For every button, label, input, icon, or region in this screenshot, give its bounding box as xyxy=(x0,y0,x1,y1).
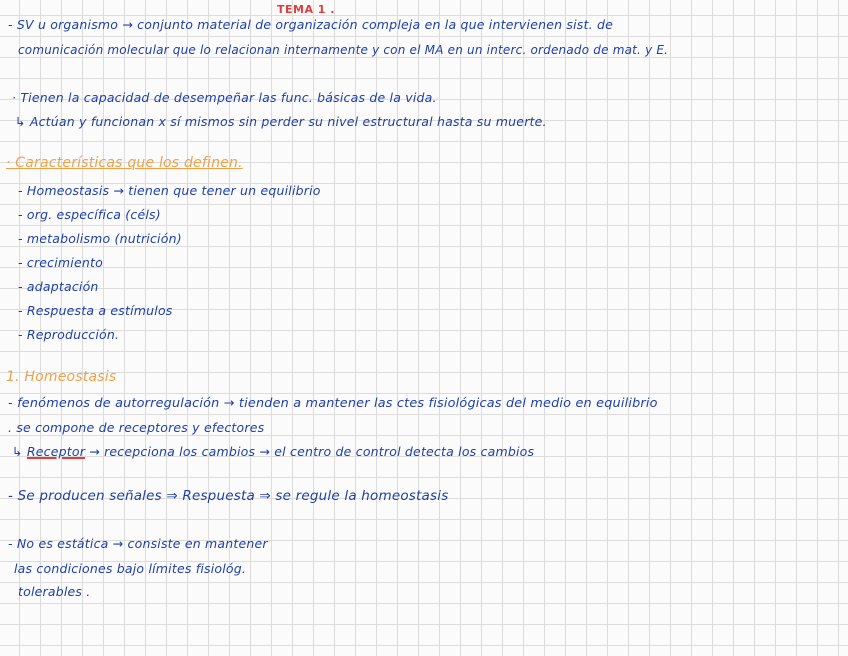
homeostasis-line-7: tolerables . xyxy=(18,584,91,599)
homeostasis-line-2: . se compone de receptores y efectores xyxy=(8,420,265,435)
intro-line-2: comunicación molecular que lo relacionan internamente y con el MA en un interc. ordenado de mat. y E. xyxy=(18,43,669,57)
homeostasis-line-1: - fenómenos de autorregulación → tienden a mantener las ctes fisiológicas del medio en equilibrio xyxy=(8,396,658,411)
homeostasis-line-6: las condiciones bajo límites fisiológ. xyxy=(14,561,247,576)
char-item-reproduction: - Reproducción. xyxy=(18,327,120,342)
receptor-description: → recepciona los cambios → el centro de control detecta los cambios xyxy=(89,444,535,459)
homeostasis-line-3 xyxy=(12,446,534,459)
page-title: TEMA 1 . xyxy=(277,3,335,16)
char-item-metabolism: - metabolismo (nutrición) xyxy=(18,231,182,246)
homeostasis-line-4: - Se producen señales ⇒ Respuesta ⇒ se regule la homeostasis xyxy=(8,488,449,504)
char-item-growth: - crecimiento xyxy=(18,255,103,270)
char-item-response: - Respuesta a estímulos xyxy=(18,303,173,318)
intro-line-4: ↳ Actúan y funcionan x sí mismos sin perder su nivel estructural hasta su muerte. xyxy=(15,114,547,129)
homeostasis-line-5: - No es estática → consiste en mantener xyxy=(8,536,268,551)
char-item-homeostasis: - Homeostasis → tienen que tener un equilibrio xyxy=(18,183,321,198)
arrow-indent-icon: ↳ xyxy=(12,444,23,459)
char-item-organization: - org. específica (céls) xyxy=(18,207,161,222)
characteristics-heading: · Características que los definen. xyxy=(6,155,243,171)
intro-line-3: · Tienen la capacidad de desempeñar las func. básicas de la vida. xyxy=(12,90,437,105)
receptor-term: Receptor xyxy=(26,444,86,459)
char-item-adaptation: - adaptación xyxy=(18,279,99,294)
intro-line-1: - SV u organismo → conjunto material de organización compleja en la que intervienen sist. de xyxy=(8,17,613,32)
homeostasis-heading: 1. Homeostasis xyxy=(6,369,117,385)
